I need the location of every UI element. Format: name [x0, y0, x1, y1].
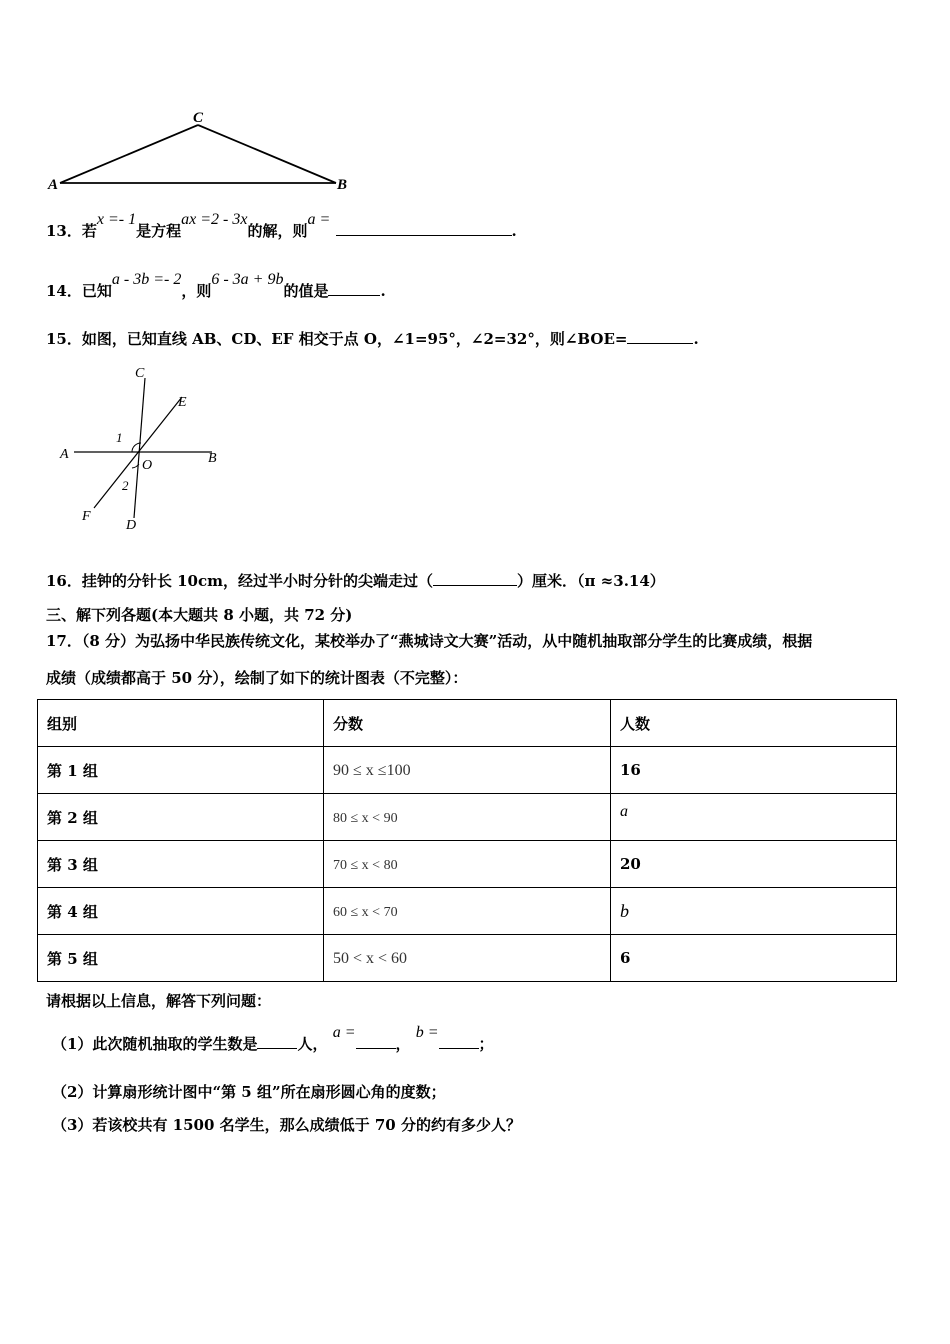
q13-expr-x: x =- 1 [96, 211, 137, 228]
q14-answer-blank [328, 281, 380, 296]
side-ac [60, 125, 198, 183]
q13-equation: ax =2 - 3x [181, 211, 248, 228]
question-15 [46, 328, 699, 349]
header-group: 组别 [38, 700, 324, 747]
score-table [37, 699, 897, 982]
q14-given: a - 3b =- 2 [111, 271, 182, 288]
cell-range: 90 ≤ x ≤100 [333, 761, 411, 779]
cell-count: b [620, 900, 629, 921]
q14-end: . [380, 282, 386, 300]
cell-count: 16 [611, 747, 897, 794]
label-f: F [82, 509, 91, 524]
cell-group: 第 4 组 [38, 888, 324, 935]
label-o: O [142, 458, 153, 473]
q17-expr-a: a = [332, 1024, 356, 1041]
q14-text2: 的值是 [283, 282, 329, 300]
cell-count: 6 [611, 935, 897, 982]
q15-text: 15．如图，已知直线 AB、CD、EF 相交于点 O，∠1=95°，∠2=32°，则∠BOE= [46, 330, 628, 348]
q13-text1: 是方程 [136, 222, 182, 240]
line-cd [134, 378, 145, 518]
cell-group: 第 5 组 [38, 935, 324, 982]
q17-line-1: 17．（8 分）为弘扬中华民族传统文化，某校举办了“燕城诗文大赛”活动，从中随机抽取部分学生的比赛成绩，根据 [46, 632, 813, 650]
table-row [38, 747, 897, 794]
label-angle-1: 1 [116, 430, 123, 445]
q15-end: . [693, 330, 699, 348]
q17-b-blank [439, 1034, 479, 1049]
q17-sub-3: （3）若该校共有 1500 名学生，那么成绩低于 70 分的约有多少人？ [52, 1116, 521, 1134]
q14-number: 14．已知 [46, 282, 112, 300]
question-14 [46, 271, 386, 301]
q16-text1: 16．挂钟的分针长 10cm，经过半小时分针的尖端走过（ [46, 572, 433, 590]
cell-count: 20 [611, 841, 897, 888]
cell-range: 60 ≤ x < 70 [333, 904, 398, 920]
q13-end: . [511, 222, 517, 240]
cell-range: 70 ≤ x < 80 [333, 857, 398, 873]
label-d: D [126, 518, 137, 533]
cell-count: a [620, 802, 628, 820]
header-score: 分数 [324, 700, 611, 747]
cell-group: 第 2 组 [38, 794, 324, 841]
q17-students-blank [257, 1034, 297, 1049]
table-header-row [38, 700, 897, 747]
q17-prompt: 请根据以上信息，解答下列问题： [46, 992, 272, 1010]
q17-sub-2: （2）计算扇形统计图中“第 5 组”所在扇形圆心角的度数； [52, 1083, 446, 1101]
q15-answer-blank [627, 329, 693, 344]
table-row [38, 841, 897, 888]
label-c: C [135, 366, 145, 381]
label-a: A [60, 447, 69, 462]
table-row [38, 888, 897, 935]
q14-text1: ，则 [181, 282, 212, 300]
table-row [38, 794, 897, 841]
q13-answer-blank [336, 221, 512, 236]
q17-expr-b: b = [415, 1024, 439, 1041]
triangle-figure [40, 100, 370, 195]
q16-text2: ）厘米．（π ≈3.14） [516, 572, 665, 590]
cell-range: 80 ≤ x < 90 [333, 810, 398, 826]
cell-group: 第 3 组 [38, 841, 324, 888]
label-b: B [208, 451, 217, 466]
label-angle-2: 2 [122, 478, 129, 493]
label-b: B [337, 177, 348, 193]
header-count: 人数 [611, 700, 897, 747]
q17-sep: ， [395, 1035, 411, 1053]
label-a: A [48, 177, 59, 193]
q17-sub1-text1: （1）此次随机抽取的学生数是 [52, 1035, 258, 1053]
question-16 [46, 570, 665, 591]
label-e: E [178, 395, 187, 410]
q17-sub1-text2: 人， [297, 1035, 328, 1053]
q13-text2: 的解，则 [247, 222, 308, 240]
section-3-title: 三、解下列各题(本大题共 8 小题，共 72 分) [46, 606, 353, 624]
label-c: C [193, 110, 204, 126]
question-13 [46, 211, 517, 241]
q17-sub1-end: ； [478, 1035, 494, 1053]
q16-answer-blank [433, 571, 517, 586]
side-cb [198, 125, 336, 183]
q14-expression: 6 - 3a + 9b [211, 271, 284, 288]
q13-number: 13．若 [46, 222, 97, 240]
table-row [38, 935, 897, 982]
q17-a-blank [356, 1034, 396, 1049]
cell-group: 第 1 组 [38, 747, 324, 794]
q13-expr-a: a = [307, 211, 331, 228]
q17-line-2: 成绩（成绩都高于 50 分），绘制了如下的统计图表（不完整）： [46, 669, 468, 687]
cell-range: 50 < x < 60 [333, 949, 408, 967]
q17-sub-1 [52, 1024, 494, 1054]
intersecting-lines-figure [52, 360, 232, 535]
